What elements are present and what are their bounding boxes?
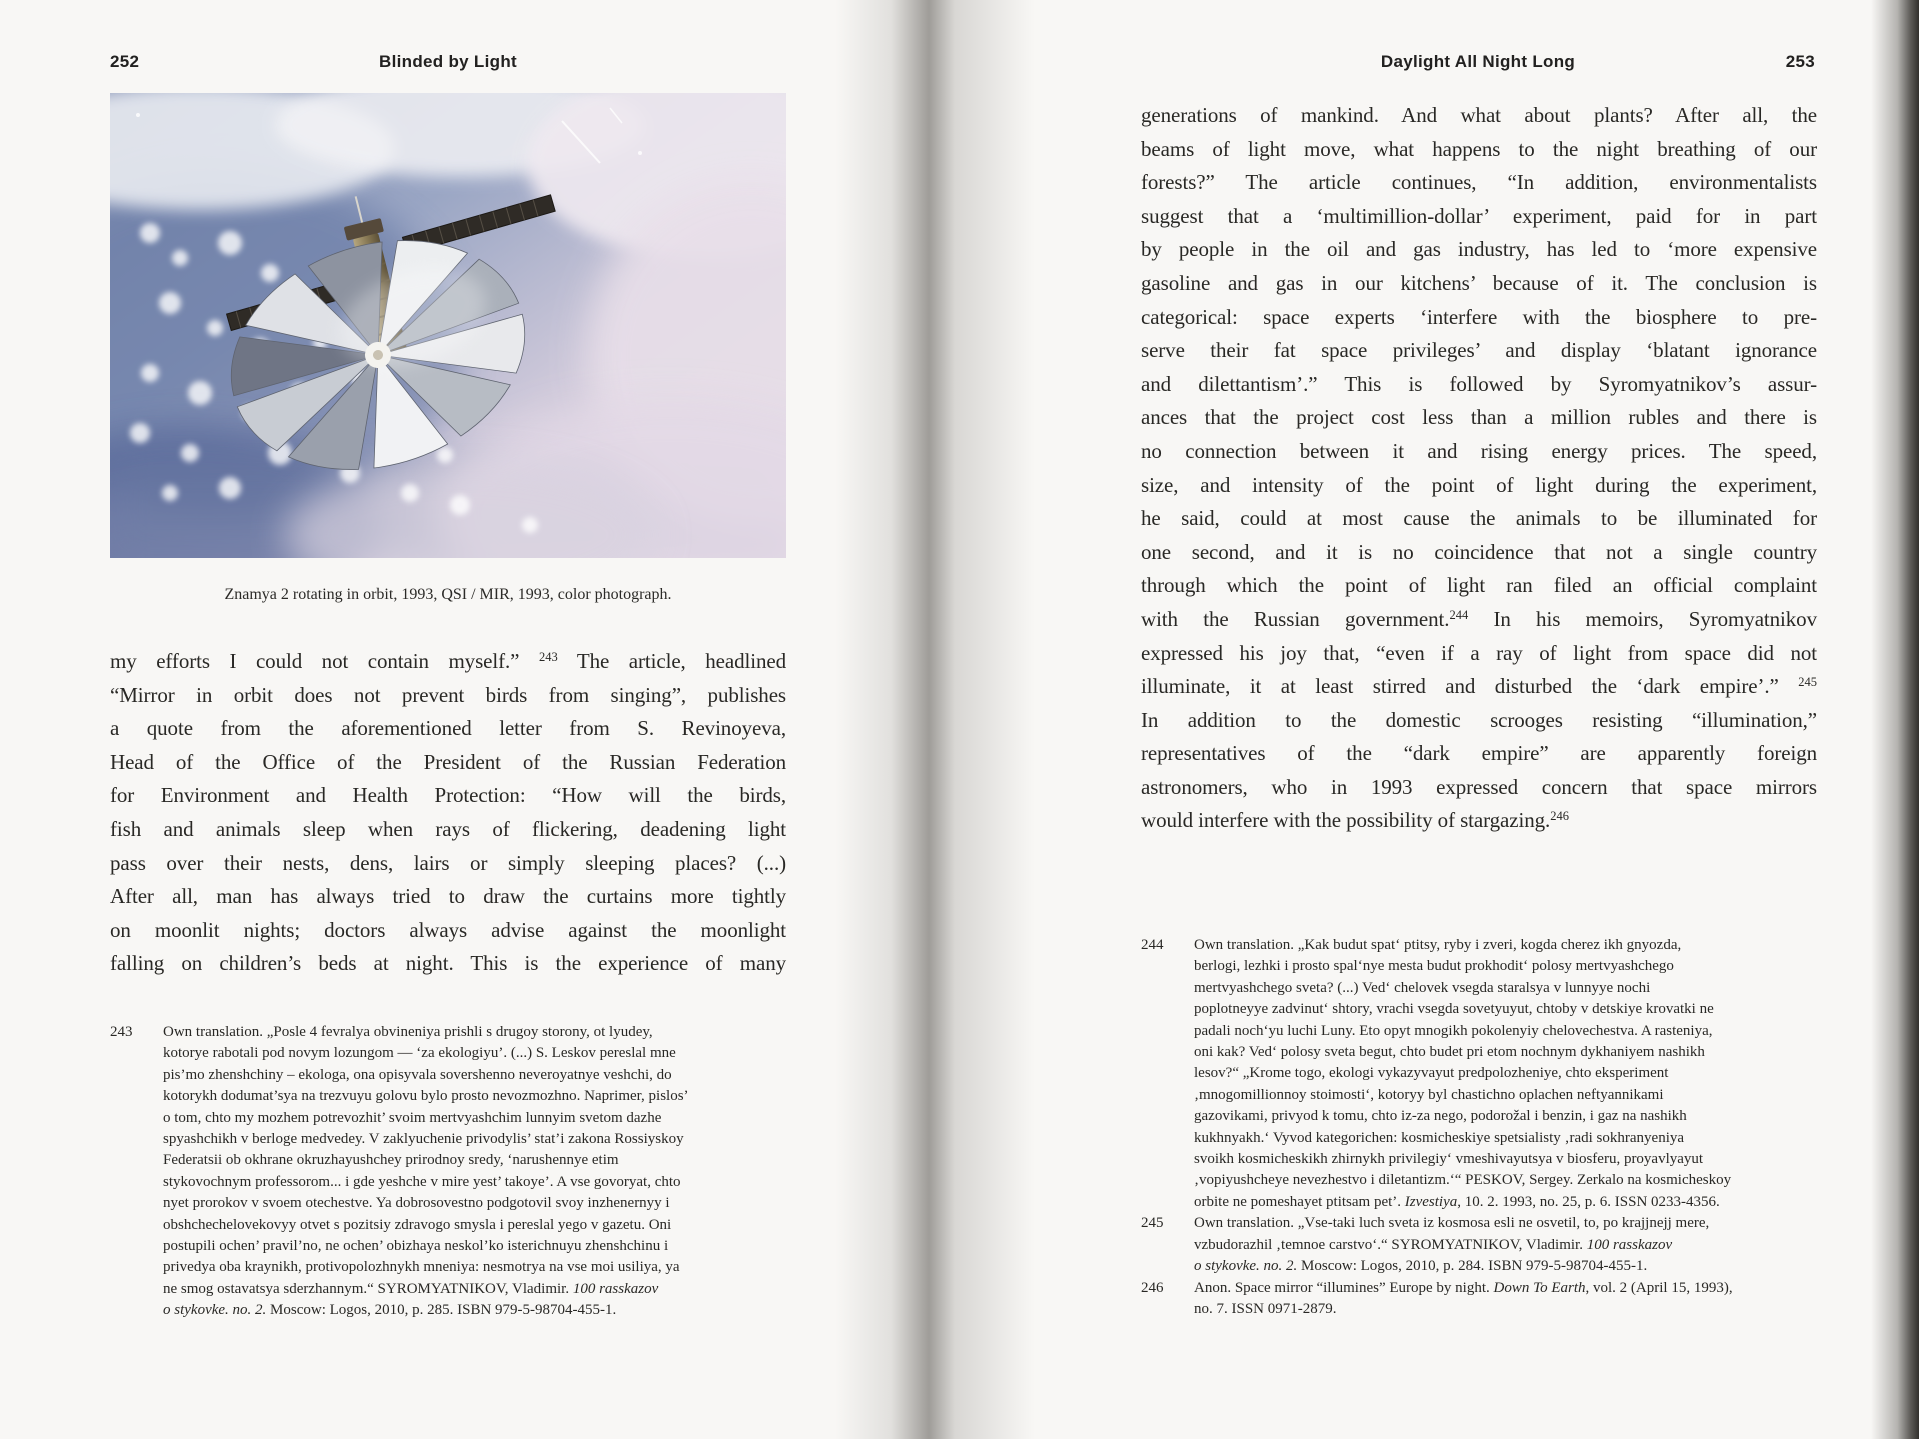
footnote-text (1194, 1278, 1871, 1321)
text-line (1141, 670, 1817, 704)
text-run: fish and animals sleep when rays of flickering, deadening light (110, 816, 786, 841)
text-line (163, 1193, 810, 1214)
page-number-left: 252 (110, 52, 140, 71)
text-line (110, 645, 786, 679)
text-run: svoikh kosmicheskikh zhirnykh privilegiy‘ vmeshivayutsya v biosferu, proyavlyayut (1194, 1151, 1704, 1168)
text-line (1194, 1021, 1871, 1042)
footnote (110, 1022, 810, 1322)
footnotes-right (1141, 935, 1871, 1320)
text-run: obshchechelovekovyy otvet s pozitsiy zdravogo smysla i pereslal yego v gazetu. Oni (163, 1216, 672, 1233)
text-run: Own translation. „Vse-taki luch sveta iz kosmosa esli ne osvetil, to, po krajjnejj mere, (1194, 1215, 1710, 1232)
text-line (1141, 301, 1817, 335)
text-line (110, 746, 786, 780)
text-run: berlogi, lezhki i prosto spal‘nye mesta budut prokhodit‘ polosy mertvyashchego (1194, 958, 1674, 975)
footnote-ref: 244 (1449, 607, 1469, 622)
text-line (1194, 956, 1871, 977)
text-run: nyet prorokov v svoem otechestve. Ya dobrosovestno podgotovil svoy inzhenernyy i (163, 1195, 670, 1212)
text-line (163, 1279, 810, 1300)
text-run: categorical: space experts ‘interfere with the biosphere to pre- (1141, 304, 1817, 329)
italic-text: 100 rasskazov (1586, 1236, 1673, 1253)
text-line (163, 1022, 810, 1043)
italic-text: 100 rasskazov (572, 1280, 659, 1297)
text-run: Anon. Space mirror “illumines” Europe by night. (1194, 1279, 1494, 1296)
text-line (110, 880, 786, 914)
text-run: serve their fat space privileges’ and display ‘blatant ignorance (1141, 338, 1817, 363)
text-line (163, 1300, 810, 1321)
footnote-ref: 243 (538, 650, 558, 664)
text-run: falling on children’s beds at night. This is the experience of many (110, 951, 786, 976)
text-line (110, 779, 786, 813)
text-line (1194, 1149, 1871, 1170)
text-run: suggest that a ‘multimillion-dollar’ experiment, paid for in part (1141, 203, 1817, 228)
text-run: privedya oba kraynikh, protivopolozhnykh mneniya: nesmotrya na vse moi usiliya, ya (163, 1259, 680, 1276)
text-run: kukhnyakh.‘ Vyvod kategorichen: kosmicheskiye spetsialisty ‚radi sokhranyeniya (1194, 1129, 1685, 1146)
text-line (1194, 1299, 1871, 1320)
text-run: postupili ochen’ pravil’no, ne ochen’ obizhaya neskol’ko isterichnuyu zhenshchinu i (163, 1238, 669, 1255)
text-run: pass over their nests, dens, lairs or simply sleeping places? (...) (110, 850, 786, 875)
text-line (1141, 368, 1817, 402)
text-line (110, 847, 786, 881)
text-line (1194, 1278, 1871, 1299)
body-text-right (1141, 99, 1817, 838)
text-line (1141, 200, 1817, 234)
text-run: mertvyashchego sveta? (...) Ved‘ chelovek vsegda staralsya v lunnyye nochi (1194, 979, 1651, 996)
text-line (110, 914, 786, 948)
text-run: size, and intensity of the point of light during the experiment, (1141, 472, 1817, 497)
text-run: ‚mnogomillionnoy stoimosti‘, kotoryy byl chastichno oplachen neftyannikami (1194, 1086, 1664, 1103)
page-edge-shadow (1871, 0, 1919, 1439)
text-run: o tom, chto my mozhem potrevozhit’ svoim mertvyashchim lunnyim svetom dazhe (163, 1109, 662, 1126)
text-line (1194, 1256, 1871, 1277)
text-run: Moscow: Logos, 2010, p. 285. ISBN 979-5-98704-455-1. (266, 1302, 617, 1319)
text-line (1141, 267, 1817, 301)
footnotes-left (110, 1022, 810, 1322)
text-run: vzbudorazhil ‚temnoe carstvo‘.“ SYROMYATNIKOV, Vladimir. (1194, 1236, 1587, 1253)
footnote-text (1194, 1213, 1871, 1277)
text-line (1141, 99, 1817, 133)
text-run: The article, headlined (557, 649, 786, 673)
text-run: Own translation. „Posle 4 fevralya obvineniya prishli s drugoy storony, ot lyudey, (163, 1024, 653, 1040)
footnote-text (163, 1022, 810, 1322)
text-run: with the Russian government. (1141, 606, 1450, 631)
text-line (163, 1043, 810, 1064)
figure-caption: Znamya 2 rotating in orbit, 1993, QSI / MIR, 1993, color photograph. (224, 586, 672, 603)
footnote-ref: 246 (1550, 809, 1569, 824)
text-line (1141, 804, 1817, 838)
text-line (1194, 935, 1871, 956)
text-line (163, 1215, 810, 1236)
text-line (1194, 1085, 1871, 1106)
body-text-left (110, 645, 786, 981)
text-run: representatives of the “dark empire” are apparently foreign (1141, 741, 1817, 766)
text-run: on moonlit nights; doctors always advise against the moonlight (110, 917, 786, 942)
text-run: by people in the oil and gas industry, has led to ‘more expensive (1141, 237, 1817, 262)
text-line (1141, 637, 1817, 671)
text-line (1141, 166, 1817, 200)
footnote-ref: 245 (1798, 675, 1817, 690)
text-run: gazovikami, privyod k tomu, chto iz-za nego, podorožal i benzin, i gaz na nashikh (1194, 1108, 1687, 1125)
page-gutter-shadow (835, 0, 1035, 1439)
text-run: through which the point of light ran filed an official complaint (1141, 573, 1817, 598)
text-run: In addition to the domestic scrooges resisting “illumination,” (1141, 707, 1817, 732)
text-run: expressed his joy that, “even if a ray of light from space did not (1141, 640, 1817, 665)
text-line (1141, 133, 1817, 167)
text-run: pis’mo zhenshchiny – ekologa, ona opisyvala sovershenno neveroyatnye veshchi, do (163, 1066, 672, 1083)
italic-text: Down To Earth (1493, 1279, 1586, 1296)
running-header-right: Daylight All Night Long (1380, 52, 1576, 71)
text-run: Own translation. „Kak budut spat‘ ptitsy, ryby i zveri, kogda cherez ikh gnyozda, (1194, 937, 1682, 953)
text-run: lesov?“ „Krome togo, ekologi vykazyvayut predpolozheniye, chto eksperiment (1194, 1065, 1669, 1082)
text-line (1141, 704, 1817, 738)
text-run: he said, could at most cause the animals to be illuminated for (1141, 506, 1817, 531)
text-run: stykovochnym professorom... i gde yeshche v mire yest’ takoye’. A vse govoryat, chto (163, 1173, 681, 1190)
text-run: “Mirror in orbit does not prevent birds from singing”, publishes (110, 682, 786, 707)
italic-text: o stykovke. no. 2. (163, 1302, 267, 1319)
text-run: padali noch‘yu luchi Luny. Eto opyt mnogikh pokolenyiy chelovechestva. A rasteniya, (1194, 1022, 1713, 1039)
text-line (1141, 536, 1817, 570)
text-run: one second, and it is no coincidence that not a single country (1141, 539, 1817, 564)
text-run: and dilettantism’.” This is followed by Syromyatnikov’s assur- (1141, 371, 1817, 396)
text-line (163, 1086, 810, 1107)
text-run: Federatsii ob okhrane okruzhayushchey prirodnoy sredy, ‘narushennye etim (163, 1152, 619, 1169)
footnote-number: 243 (110, 1024, 133, 1040)
text-line (110, 712, 786, 746)
text-line (1141, 771, 1817, 805)
text-run: ne smog ostavatsya sderzhannym.“ SYROMYATNIKOV, Vladimir. (163, 1280, 573, 1297)
text-run: Head of the Office of the President of the Russian Federation (110, 749, 786, 774)
text-line (1194, 1128, 1871, 1149)
text-line (1141, 569, 1817, 603)
text-line (1141, 334, 1817, 368)
text-line (163, 1129, 810, 1150)
footnote-number: 244 (1141, 937, 1164, 953)
footnote-text (1194, 935, 1871, 1213)
text-line (163, 1108, 810, 1129)
text-line (1194, 1106, 1871, 1127)
text-line (1141, 233, 1817, 267)
text-line (1194, 1042, 1871, 1063)
text-line (1141, 603, 1817, 637)
text-run: kotorykh dodumat’sya na trezvuyu golovu bylo prosto nevozmozhno. Naprimer, pislos’ (163, 1088, 689, 1105)
text-line (1141, 502, 1817, 536)
figure-znamya-photo (110, 93, 786, 558)
text-line (1141, 435, 1817, 469)
text-run: ances that the project cost less than a million rubles and there is (1141, 405, 1817, 430)
text-run: generations of mankind. And what about plants? After all, the (1141, 103, 1817, 127)
text-line (163, 1172, 810, 1193)
text-line (110, 947, 786, 981)
text-run: for Environment and Health Protection: “How will the birds, (110, 783, 786, 808)
text-line (163, 1257, 810, 1278)
footnote (1141, 935, 1871, 1213)
text-line (1194, 1213, 1871, 1234)
text-line (110, 813, 786, 847)
running-header-left: Blinded by Light (379, 52, 517, 71)
footnote (1141, 1278, 1871, 1321)
text-line (163, 1065, 810, 1086)
text-line (1194, 1170, 1871, 1191)
text-line (1194, 1235, 1871, 1256)
italic-text: o stykovke. no. 2. (1194, 1258, 1298, 1275)
text-run: gasoline and gas in our kitchens’ because of it. The conclusion is (1141, 270, 1817, 295)
footnote-number: 245 (1141, 1215, 1164, 1232)
text-run: spyashchikh v berloge medvedey. V zaklyuchenie privodylis’ stat’i zakona Rossiyskoy (163, 1131, 684, 1148)
text-line (1194, 999, 1871, 1020)
text-line (1194, 978, 1871, 999)
text-line (1141, 401, 1817, 435)
text-line (1194, 1192, 1871, 1213)
text-run: Moscow: Logos, 2010, p. 284. ISBN 979-5-98704-455-1. (1297, 1258, 1648, 1275)
text-run: ‚vopiyushcheye nevezhestvo i diletantizm.‘“ PESKOV, Sergey. Zerkalo na kosmicheskoy (1194, 1172, 1732, 1189)
text-run: orbite ne pomeshayet ptitsam pet’. (1194, 1193, 1405, 1210)
text-run: would interfere with the possibility of stargazing. (1141, 808, 1551, 833)
text-run: no connection between it and rising energy prices. The speed, (1141, 438, 1817, 463)
text-run: beams of light move, what happens to the night breathing of our (1141, 136, 1817, 161)
znamya-photo-art (110, 93, 786, 558)
text-line (163, 1150, 810, 1171)
text-run: astronomers, who in 1993 expressed concern that space mirrors (1141, 774, 1817, 799)
text-line (110, 679, 786, 713)
italic-text: Izvestiya (1404, 1193, 1458, 1210)
text-run: , 10. 2. 1993, no. 25, p. 6. ISSN 0233-4356. (1457, 1193, 1720, 1210)
text-run: oni kak? Ved‘ polosy sveta begut, chto budet pri etom nochnym dykhaniyem nashikh (1194, 1044, 1705, 1061)
footnote (1141, 1213, 1871, 1277)
text-line (1141, 737, 1817, 771)
text-run: After all, man has always tried to draw the curtains more tightly (110, 884, 786, 909)
footnote-number: 246 (1141, 1279, 1164, 1296)
text-run: kotorye rabotali pod novym lozungom — ‘za ekologiyu’. (...) S. Leskov pereslal mne (163, 1045, 676, 1062)
text-line (1194, 1063, 1871, 1084)
text-run: my efforts I could not contain myself.” (110, 649, 539, 673)
text-run: In his memoirs, Syromyatnikov (1468, 606, 1817, 631)
text-line (1141, 469, 1817, 503)
text-line (163, 1236, 810, 1257)
text-run: , vol. 2 (April 15, 1993), (1585, 1279, 1733, 1296)
text-run: poplotneyye zadvinut‘ shtory, vrachi vsegda sovetyuyut, chtoby v detskiye krovatki ne (1194, 1001, 1714, 1018)
text-run: forests?” The article continues, “In addition, environmentalists (1141, 170, 1817, 195)
text-run: illuminate, it at least stirred and disturbed the ‘dark empire’.” (1141, 674, 1799, 699)
text-run: a quote from the aforementioned letter from S. Revinoyeva, (110, 716, 786, 741)
page-number-right: 253 (1785, 52, 1815, 71)
text-run: no. 7. ISSN 0971-2879. (1194, 1300, 1337, 1317)
